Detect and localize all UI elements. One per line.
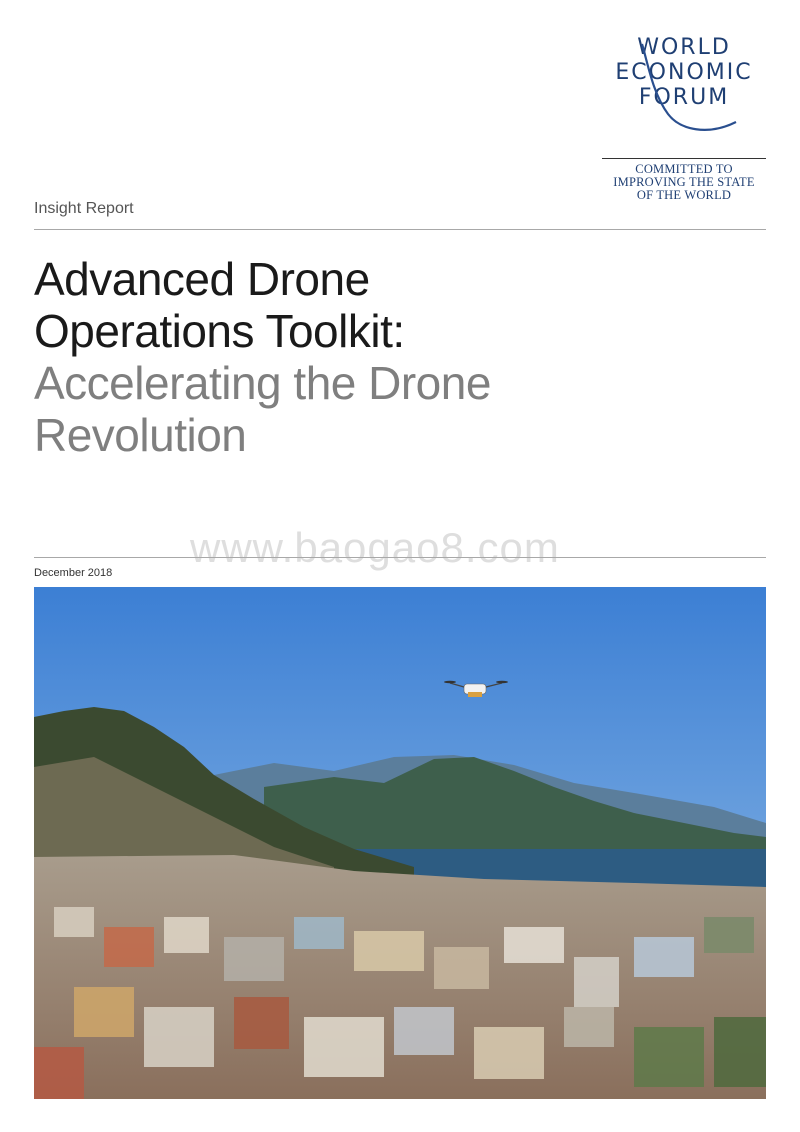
title-line-2: Operations Toolkit: — [34, 305, 405, 357]
tagline-line2: IMPROVING THE STATE — [613, 175, 755, 189]
logo-line-world: WORLD — [637, 35, 731, 60]
logo-arc-icon — [598, 34, 770, 144]
watermark: www.baogao8.com — [190, 524, 560, 571]
logo-divider — [602, 158, 766, 159]
tagline-line1: COMMITTED TO — [635, 162, 733, 176]
date-divider — [34, 557, 766, 558]
tagline-line3: OF THE WORLD — [636, 188, 732, 202]
subtitle-line-1: Accelerating the Drone — [34, 357, 491, 409]
cover-photo-illustration — [34, 587, 766, 1099]
logo-line-forum: FORUM — [638, 85, 730, 110]
subtitle-line-2: Revolution — [34, 409, 247, 461]
wef-logo — [598, 34, 770, 204]
report-title — [34, 253, 734, 461]
publication-date: December 2018 — [34, 567, 113, 579]
title-line-1: Advanced Drone — [34, 253, 370, 305]
header-divider — [34, 229, 766, 230]
report-type-label: Insight Report — [34, 200, 134, 217]
cover-photo — [34, 587, 766, 1099]
logo-line-economic: ECONOMIC — [615, 60, 753, 85]
